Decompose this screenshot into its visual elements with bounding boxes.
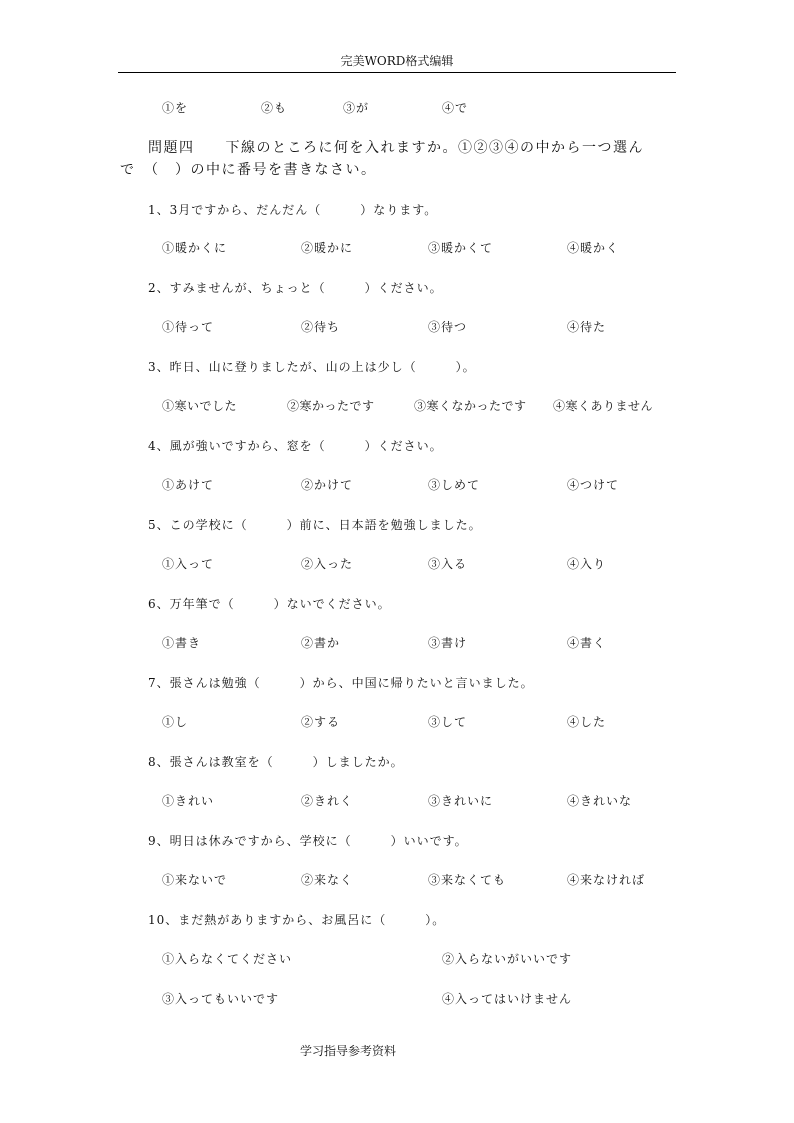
- option: ①暖かくに: [162, 241, 228, 255]
- option: ④つけて: [567, 478, 620, 492]
- option: ③入る: [428, 557, 468, 571]
- option: ②する: [301, 715, 341, 729]
- option: ④きれいな: [567, 794, 633, 808]
- option: ②来なく: [301, 873, 354, 887]
- page-header: 完美WORD格式编辑: [340, 54, 454, 68]
- question-text: 3、昨日、山に登りましたが、山の上は少し（ ）。: [148, 360, 476, 374]
- option: ②も: [261, 101, 288, 115]
- option: ②待ち: [301, 320, 341, 334]
- option: ①書き: [162, 636, 202, 650]
- option: ③きれいに: [428, 794, 494, 808]
- option: ③入ってもいいです: [162, 992, 280, 1006]
- option: ①入って: [162, 557, 215, 571]
- option: ②書か: [301, 636, 341, 650]
- option: ④来なければ: [567, 873, 646, 887]
- question-text: 6、万年筆で（ ）ないでください。: [148, 597, 391, 611]
- option: ①来ないで: [162, 873, 228, 887]
- question-text: 9、明日は休みですから、学校に（ ）いいです。: [148, 834, 468, 848]
- option: ④で: [442, 101, 469, 115]
- option: ③して: [428, 715, 468, 729]
- option: ④した: [567, 715, 607, 729]
- option: ④待た: [567, 320, 607, 334]
- option: ②きれく: [301, 794, 354, 808]
- question-text: 2、すみませんが、ちょっと（ ）ください。: [148, 281, 443, 295]
- option: ③暖かくて: [428, 241, 494, 255]
- option: ①寒いでした: [162, 399, 238, 413]
- option: ③書け: [428, 636, 468, 650]
- page-footer: 学习指导参考资料: [300, 1044, 397, 1058]
- option: ①あけて: [162, 478, 215, 492]
- option: ④書く: [567, 636, 607, 650]
- question-text: 8、張さんは教室を（ ）しましたか。: [148, 755, 404, 769]
- option: ②入った: [301, 557, 354, 571]
- option: ①きれい: [162, 794, 215, 808]
- question-text: 4、風が強いですから、窓を（ ）ください。: [148, 439, 443, 453]
- header-rule: [118, 72, 676, 73]
- option: ③しめて: [428, 478, 481, 492]
- option: ④入ってはいけません: [442, 992, 573, 1006]
- section-instruction: で （ ）の中に番号を書きなさい。: [120, 162, 377, 178]
- option: ②入らないがいいです: [442, 952, 573, 966]
- option: ③待つ: [428, 320, 468, 334]
- option: ①待って: [162, 320, 215, 334]
- question-text: 1、3月ですから、だんだん（ ）なります。: [148, 203, 438, 217]
- option: ④暖かく: [567, 241, 620, 255]
- question-text: 7、張さんは勉強（ ）から、中国に帰りたいと言いました。: [148, 676, 534, 690]
- option: ④寒くありません: [553, 399, 654, 413]
- option: ①し: [162, 715, 189, 729]
- option: ②暖かに: [301, 241, 354, 255]
- option: ①を: [162, 101, 189, 115]
- option: ③寒くなかったです: [414, 399, 527, 413]
- question-text: 10、まだ熱がありますから、お風呂に（ ）。: [148, 913, 446, 927]
- option: ④入り: [567, 557, 607, 571]
- question-text: 5、この学校に（ ）前に、日本語を勉強しました。: [148, 518, 482, 532]
- option: ②かけて: [301, 478, 354, 492]
- option: ①入らなくてください: [162, 952, 293, 966]
- option: ③来なくても: [428, 873, 507, 887]
- option: ②寒かったです: [287, 399, 375, 413]
- section-title: 問題四 下線のところに何を入れますか。①②③④の中から一つ選ん: [148, 140, 644, 156]
- option: ③が: [343, 101, 370, 115]
